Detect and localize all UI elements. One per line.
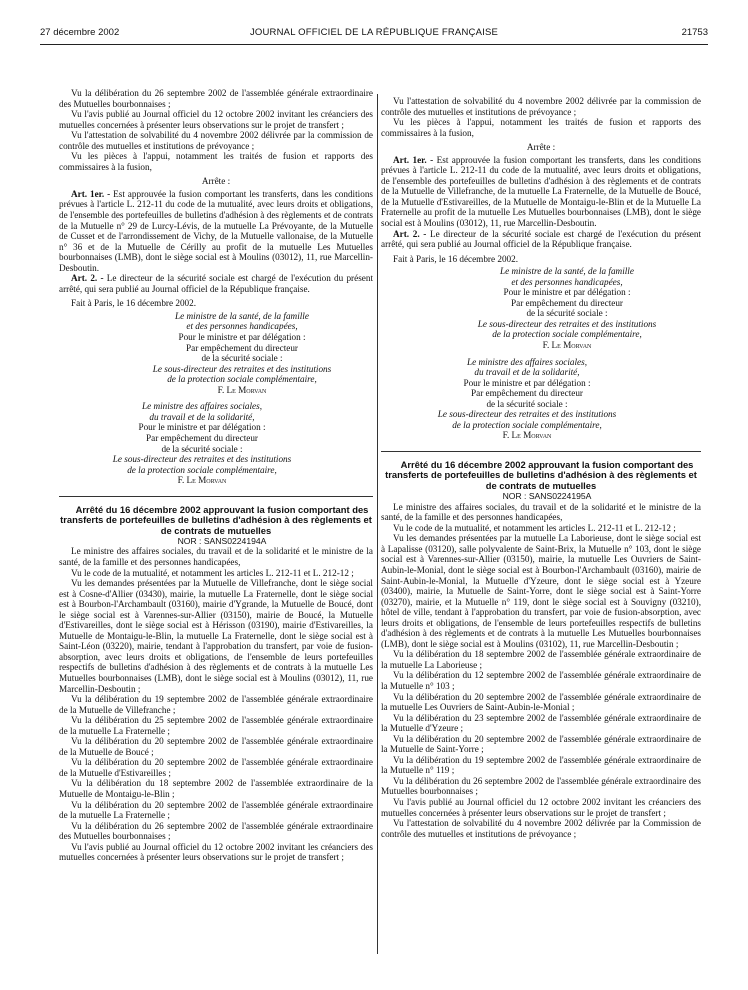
signature-line: Le ministre de la santé, de la famille: [500, 266, 634, 277]
article-2: [59, 273, 373, 294]
article-2: [381, 229, 701, 250]
section-separator: [59, 496, 373, 497]
paragraph: Vu le code de la mutualité, et notamment les articles L. 212-11 et L. 212-12 ;: [71, 567, 354, 578]
signatory-name: F. Le Morvan: [177, 475, 227, 486]
signature-line: Pour le ministre et par délégation :: [178, 332, 306, 343]
signature-line: de la protection sociale complémentaire,: [492, 329, 642, 340]
article-text: Le directeur de la sécurité sociale est chargé de l'exécution du présent arrêté, qui sera publié au Journal officiel de la République française.: [59, 273, 373, 294]
signature-line: de la protection sociale complémentaire,: [127, 464, 277, 475]
arrete-heading: Arrête :: [201, 176, 231, 187]
paragraph: Vu le code de la mutualité, et notamment les articles L. 212-11 et L. 212-12 ;: [393, 522, 676, 533]
paragraph: Vu la délibération du 20 septembre 2002 de l'assemblée générale extraordinaire de la Mutuelle de Boucé ;: [59, 736, 373, 757]
signature-line: et des personnes handicapées,: [511, 276, 623, 287]
paragraph: Vu l'attestation de solvabilité du 4 novembre 2002 délivrée par la Commission de contrôle des mutuelles et institutions de prévoyance ;: [381, 818, 701, 839]
article-text: Est approuvée la fusion comportant les transferts, dans les conditions prévues à l'article L. 212-11 du code de la mutualité, avec leurs droits et obligations, de l'ensemble des portefeuilles de bulletins d'adhésion à des règlements et de contrats de la Mutuelle n° 29 de Lurcy-Lévis, de la mutuelle La Prévoyante, de la Mutuelle de Cusset et de l'arrondissement de Vichy, de la Mutuelle vallonaise, de la Mutuelle n° 36 et de la Mutuelle de Cérilly au profit de la mutuelle Les Mutuelles bourbonnaises (LMB), dont le siège social est à Moulins (03012), 11, rue Marcellin-Desboutin.: [59, 188, 373, 273]
header-rule: [40, 44, 708, 45]
signature-block: [59, 401, 373, 485]
signature-line: Le ministre de la santé, de la famille: [175, 310, 309, 321]
paragraph: Vu la délibération du 23 septembre 2002 de l'assemblée générale extraordinaire de la Mutuelle d'Yzeure ;: [381, 712, 701, 734]
paragraph: Vu la délibération du 20 septembre 2002 de l'assemblée générale extraordinaire de la mutuelle La Fraternelle ;: [59, 799, 373, 821]
paragraph: Vu la délibération du 25 septembre 2002 de l'assemblée générale extraordinaire de la mutuelle La Fraternelle ;: [59, 715, 373, 736]
decree-title: Arrêté du 16 décembre 2002 approuvant la fusion comportant des transferts de portefeuilles de bulletins d'adhésion à des règlements et de contrats de mutuelles: [385, 458, 697, 491]
signature-block: [381, 357, 701, 441]
article-1: [59, 189, 373, 273]
paragraph: Vu la délibération du 12 septembre 2002 de l'assemblée générale extraordinaire de la Mutuelle n° 103 ;: [381, 670, 701, 692]
nor-reference: NOR : SANS0224194A: [177, 535, 267, 546]
signature-line: de la sécurité sociale :: [201, 353, 283, 364]
decree-title: Arrêté du 16 décembre 2002 approuvant la fusion comportant des transferts de portefeuilles de bulletins d'adhésion à des règlements et de contrats de mutuelles: [60, 503, 372, 536]
signature-line: Par empêchement du directeur: [146, 432, 258, 443]
issue-date: 27 décembre 2002: [40, 27, 120, 38]
signature-block: [59, 311, 373, 395]
paragraph: Vu l'attestation de solvabilité du 4 novembre 2002 délivrée par la commission de contrôle des mutuelles et institutions de prévoyance ;: [381, 96, 701, 117]
signature-line: Le ministre des affaires sociales,: [141, 401, 263, 412]
paragraph: Vu les demandes présentées par la Mutuelle de Villefranche, dont le siège social est à Cosne-d'Allier (03430), mairie, la mutuelle La Fraternelle, dont le siège social est à Bourbon-l'Archambault (03160), mairie d'Ygrande, la Mutuelle de Boucé, dont le siège social est à Varennes-sur-Allier (03150), mairie de Boucé, la Mutuelle d'Estivareilles, dont le siège social est à Hérisson (03190), mairie d'Estivareilles, la Mutuelle de Montaigu-le-Blin, la mutuelle La Fraternelle, dont le siège social est à Saint-Léon (03220), mairie, tendant à l'approbation du transfert, par voie de fusion-absorption, avec leurs droits et obligations, de l'ensemble de leurs portefeuilles respectifs de bulletins d'adhésion à des règlements et de contrats à la mutuelle Les Mutuelles bourbonnaises (LMB), dont le siège social est à Moulins (03012), 11, rue Marcellin-Desboutin ;: [59, 578, 373, 694]
nor-reference: NOR : SANS0224195A: [502, 491, 592, 502]
paragraph: Vu la délibération du 19 septembre 2002 de l'assemblée générale extraordinaire de la Mutuelle n° 119 ;: [381, 754, 701, 776]
signature-line: et des personnes handicapées,: [186, 321, 298, 332]
article-label: Art. 1er. -: [71, 188, 111, 199]
paragraph: Vu la délibération du 20 septembre 2002 de l'assemblée générale extraordinaire de la Mutuelle d'Estivareilles ;: [59, 757, 373, 778]
signature-line: de la protection sociale complémentaire,: [452, 419, 602, 430]
paragraph: Vu la délibération du 20 septembre 2002 de l'assemblée générale extraordinaire de la mutuelle Les Ouvriers de Saint-Aubin-le-Monial ;: [381, 691, 701, 713]
signature-line: de la sécurité sociale :: [486, 398, 568, 409]
paragraph: Vu l'avis publié au Journal officiel du 12 octobre 2002 invitant les créanciers des mutuelles concernées à présenter leurs observations sur le projet de transfert ;: [59, 841, 373, 863]
paragraph: Vu les demandes présentées par la mutuelle La Laborieuse, dont le siège social est à Lapalisse (03120), salle polyvalente de Saint-Brix, la Mutuelle n° 103, dont le siège social est à Varennes-sur-Allier (03150), mairie, la mutuelle Les Ouvriers de Saint-Aubin-le-Monial, dont le siège social est à Bourbon-l'Archambault (03160), mairie de Saint-Aubin-le-Monial, la Mutuelle d'Yzeure, dont le siège social est à Yzeure (03400), mairie, la Mutuelle de Saint-Yorre, dont le siège social est à Saint-Yorre (03270), mairie, et la Mutuelle n° 119, dont le siège social est à Souvigny (03210), hôtel de ville, tendant à l'approbation du transfert, par voie de fusion-absorption, avec leurs droits et obligations, de l'ensemble de leurs portefeuilles respectifs de bulletins d'adhésion à des règlements et de contrats à la mutuelle Les Mutuelles bourbonnaises (LMB), dont le siège social est à Moulins (03102), 11, rue Marcellin-Desboutin ;: [381, 533, 701, 649]
signature-block: [381, 266, 701, 350]
paragraph: Vu l'attestation de solvabilité du 4 novembre 2002 délivrée par la commission de contrôle des mutuelles et institutions de prévoyance ;: [59, 130, 373, 151]
paragraph: Vu la délibération du 18 septembre 2002 de l'assemblée générale extraordinaire de la mutuelle La Laborieuse ;: [381, 649, 701, 670]
paragraph: Vu les pièces à l'appui, notamment les traités de fusion et rapports des commissaires à la fusion,: [59, 151, 373, 172]
article-label: Art. 2. -: [71, 273, 104, 284]
signature-line: du travail et de la solidarité,: [474, 367, 580, 378]
paragraph: Vu la délibération du 26 septembre 2002 de l'assemblée générale extraordinaire des Mutuelles bourbonnaises ;: [381, 775, 701, 797]
arrete-heading: Arrête :: [526, 142, 556, 153]
paragraph: Le ministre des affaires sociales, du travail et de la solidarité et le ministre de la santé, de la famille et des personnes handicapées,: [59, 546, 373, 567]
signature-line: Par empêchement du directeur: [511, 297, 623, 308]
paragraph: Vu la délibération du 26 septembre 2002 de l'assemblée générale extraordinaire des Mutuelles bourbonnaises ;: [59, 820, 373, 842]
article-label: Art. 1er. -: [393, 154, 434, 165]
paragraph: Vu la délibération du 20 septembre 2002 de l'assemblée générale extraordinaire de la Mutuelle de Saint-Yorre ;: [381, 733, 701, 755]
paragraph: Vu la délibération du 19 septembre 2002 de l'assemblée générale extraordinaire de la Mutuelle de Villefranche ;: [59, 694, 373, 715]
signature-line: du travail et de la solidarité,: [149, 411, 255, 422]
signature-line: Par empêchement du directeur: [186, 342, 298, 353]
signatory-name: F. Le Morvan: [502, 430, 552, 441]
column-divider: [377, 94, 378, 954]
article-text: Le directeur de la sécurité sociale est chargé de l'exécution du présent arrêté, qui sera publié au Journal officiel de la République française.: [381, 228, 701, 250]
signature-line: Le ministre des affaires sociales,: [466, 356, 588, 367]
signature-line: de la sécurité sociale :: [161, 443, 243, 454]
page-header: [40, 27, 708, 41]
signature-line: Le sous-directeur des retraites et des institutions: [152, 363, 332, 374]
signature-line: Le sous-directeur des retraites et des institutions: [477, 318, 657, 329]
paragraph: Le ministre des affaires sociales, du travail et de la solidarité et le ministre de la santé, de la famille et des personnes handicapées,: [381, 501, 701, 523]
signatory-name: F. Le Morvan: [217, 384, 267, 395]
fait-line: Fait à Paris, le 16 décembre 2002.: [71, 298, 197, 309]
right-column: [381, 96, 701, 839]
signature-line: Pour le ministre et par délégation :: [463, 377, 591, 388]
page-number: 21753: [681, 27, 708, 38]
left-column: [59, 88, 373, 863]
signature-line: de la protection sociale complémentaire,: [167, 374, 317, 385]
paragraph: Vu les pièces à l'appui, notamment les traités de fusion et rapports des commissaires à la fusion,: [381, 117, 701, 138]
fait-line: Fait à Paris, le 16 décembre 2002.: [393, 253, 519, 264]
article-text: Est approuvée la fusion comportant les transferts, dans les conditions prévues à l'article L. 212-11 du code de la mutualité, avec leurs droits et obligations, de l'ensemble des portefeuilles de bulletins d'adhésion à des règlements et de contrats de la Mutuelle de Villefranche, de la mutuelle La Fraternelle, de la Mutuelle de Boucé, de la Mutuelle d'Estivareilles, de la Mutuelle de Montaigu-le-Blin et de la Mutuelle La Fraternelle au profit de la mutuelle Les Mutuelles bourbonnaises (LMB), dont le siège social est à Moulins (03012), 11, rue Marcellin-Desboutin.: [381, 154, 701, 229]
signature-line: Pour le ministre et par délégation :: [138, 422, 266, 433]
section-separator: [381, 451, 701, 452]
paragraph: Vu l'avis publié au Journal officiel du 12 octobre 2002 invitant les créanciers des mutuelles concernées à présenter leurs observations sur le projet de transfert ;: [381, 797, 701, 818]
paragraph: Vu la délibération du 26 septembre 2002 de l'assemblée générale extraordinaire des Mutuelles bourbonnaises ;: [59, 88, 373, 109]
article-label: Art. 2. -: [393, 228, 427, 239]
signature-line: de la sécurité sociale :: [526, 308, 608, 319]
signature-line: Le sous-directeur des retraites et des institutions: [112, 454, 292, 465]
paragraph: Vu la délibération du 18 septembre 2002 de l'assemblée extraordinaire de la Mutuelle de Montaigu-le-Blin ;: [59, 778, 373, 800]
journal-title: JOURNAL OFFICIEL DE LA RÉPUBLIQUE FRANÇAISE: [249, 27, 499, 38]
article-1: [381, 155, 701, 229]
signature-line: Par empêchement du directeur: [471, 388, 583, 399]
signature-line: Pour le ministre et par délégation :: [503, 287, 631, 298]
signature-line: Le sous-directeur des retraites et des institutions: [437, 409, 617, 420]
paragraph: Vu l'avis publié au Journal officiel du 12 octobre 2002 invitant les créanciers des mutuelles concernées à présenter leurs observations sur le projet de transfert ;: [59, 109, 373, 130]
signatory-name: F. Le Morvan: [542, 340, 592, 351]
